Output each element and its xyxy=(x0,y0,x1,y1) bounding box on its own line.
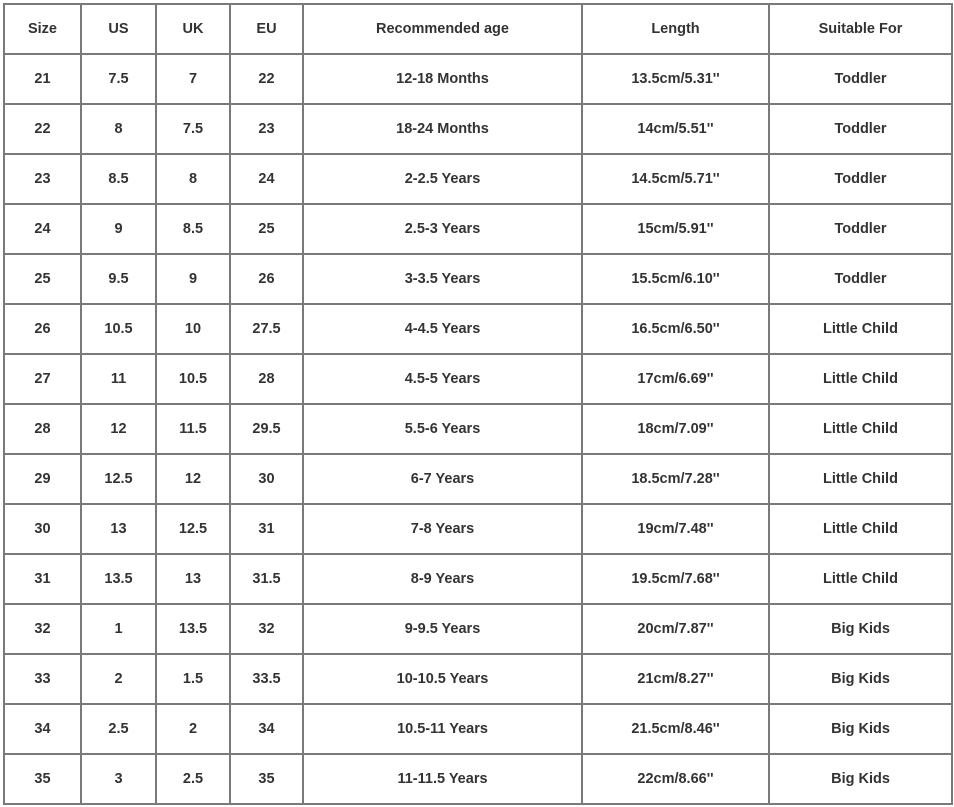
table-row xyxy=(4,554,952,604)
header-eu: EU xyxy=(230,4,303,54)
cell-size: 33 xyxy=(4,654,81,704)
cell-us: 13 xyxy=(81,504,156,554)
cell-eu: 33.5 xyxy=(230,654,303,704)
cell-us: 7.5 xyxy=(81,54,156,104)
cell-eu: 27.5 xyxy=(230,304,303,354)
cell-us: 8 xyxy=(81,104,156,154)
cell-eu: 29.5 xyxy=(230,404,303,454)
header-row xyxy=(4,4,952,54)
cell-length: 19cm/7.48'' xyxy=(582,504,769,554)
cell-us: 9 xyxy=(81,204,156,254)
cell-eu: 24 xyxy=(230,154,303,204)
table-row xyxy=(4,404,952,454)
cell-eu: 31 xyxy=(230,504,303,554)
cell-size: 22 xyxy=(4,104,81,154)
cell-suitable-for: Big Kids xyxy=(769,654,952,704)
cell-size: 34 xyxy=(4,704,81,754)
cell-suitable-for: Big Kids xyxy=(769,704,952,754)
cell-uk: 12.5 xyxy=(156,504,230,554)
table-row xyxy=(4,54,952,104)
cell-length: 20cm/7.87'' xyxy=(582,604,769,654)
cell-suitable-for: Toddler xyxy=(769,254,952,304)
table-row xyxy=(4,654,952,704)
cell-size: 32 xyxy=(4,604,81,654)
cell-uk: 1.5 xyxy=(156,654,230,704)
cell-size: 23 xyxy=(4,154,81,204)
table-row xyxy=(4,304,952,354)
table-row xyxy=(4,604,952,654)
cell-us: 1 xyxy=(81,604,156,654)
cell-uk: 7 xyxy=(156,54,230,104)
table-row xyxy=(4,154,952,204)
cell-recommended-age: 12-18 Months xyxy=(303,54,582,104)
cell-suitable-for: Toddler xyxy=(769,154,952,204)
header-suitable-for: Suitable For xyxy=(769,4,952,54)
cell-uk: 13.5 xyxy=(156,604,230,654)
cell-uk: 10 xyxy=(156,304,230,354)
cell-suitable-for: Toddler xyxy=(769,104,952,154)
header-uk: UK xyxy=(156,4,230,54)
cell-suitable-for: Little Child xyxy=(769,304,952,354)
cell-suitable-for: Little Child xyxy=(769,504,952,554)
cell-length: 22cm/8.66'' xyxy=(582,754,769,804)
cell-suitable-for: Little Child xyxy=(769,554,952,604)
cell-eu: 30 xyxy=(230,454,303,504)
cell-length: 18cm/7.09'' xyxy=(582,404,769,454)
cell-length: 15cm/5.91'' xyxy=(582,204,769,254)
cell-length: 14.5cm/5.71'' xyxy=(582,154,769,204)
cell-length: 21cm/8.27'' xyxy=(582,654,769,704)
cell-size: 29 xyxy=(4,454,81,504)
cell-length: 17cm/6.69'' xyxy=(582,354,769,404)
cell-eu: 34 xyxy=(230,704,303,754)
cell-length: 13.5cm/5.31'' xyxy=(582,54,769,104)
cell-recommended-age: 6-7 Years xyxy=(303,454,582,504)
cell-recommended-age: 10-10.5 Years xyxy=(303,654,582,704)
cell-uk: 13 xyxy=(156,554,230,604)
cell-us: 12.5 xyxy=(81,454,156,504)
cell-recommended-age: 10.5-11 Years xyxy=(303,704,582,754)
cell-size: 30 xyxy=(4,504,81,554)
table-row xyxy=(4,704,952,754)
cell-eu: 26 xyxy=(230,254,303,304)
cell-length: 16.5cm/6.50'' xyxy=(582,304,769,354)
cell-recommended-age: 2-2.5 Years xyxy=(303,154,582,204)
cell-size: 31 xyxy=(4,554,81,604)
table-row xyxy=(4,504,952,554)
cell-uk: 9 xyxy=(156,254,230,304)
cell-eu: 22 xyxy=(230,54,303,104)
cell-suitable-for: Toddler xyxy=(769,54,952,104)
header-us: US xyxy=(81,4,156,54)
cell-us: 9.5 xyxy=(81,254,156,304)
cell-eu: 23 xyxy=(230,104,303,154)
cell-us: 13.5 xyxy=(81,554,156,604)
cell-recommended-age: 4.5-5 Years xyxy=(303,354,582,404)
header-recommended-age: Recommended age xyxy=(303,4,582,54)
cell-size: 25 xyxy=(4,254,81,304)
cell-size: 35 xyxy=(4,754,81,804)
cell-uk: 2.5 xyxy=(156,754,230,804)
cell-size: 21 xyxy=(4,54,81,104)
cell-length: 21.5cm/8.46'' xyxy=(582,704,769,754)
cell-suitable-for: Toddler xyxy=(769,204,952,254)
cell-recommended-age: 2.5-3 Years xyxy=(303,204,582,254)
size-chart-table xyxy=(3,3,953,805)
cell-length: 18.5cm/7.28'' xyxy=(582,454,769,504)
table-row xyxy=(4,754,952,804)
cell-us: 10.5 xyxy=(81,304,156,354)
header-size: Size xyxy=(4,4,81,54)
cell-uk: 11.5 xyxy=(156,404,230,454)
cell-us: 2.5 xyxy=(81,704,156,754)
cell-suitable-for: Little Child xyxy=(769,404,952,454)
cell-recommended-age: 4-4.5 Years xyxy=(303,304,582,354)
cell-eu: 31.5 xyxy=(230,554,303,604)
header-length: Length xyxy=(582,4,769,54)
cell-size: 26 xyxy=(4,304,81,354)
cell-us: 11 xyxy=(81,354,156,404)
cell-us: 2 xyxy=(81,654,156,704)
cell-size: 28 xyxy=(4,404,81,454)
cell-recommended-age: 3-3.5 Years xyxy=(303,254,582,304)
table-row xyxy=(4,354,952,404)
cell-uk: 10.5 xyxy=(156,354,230,404)
cell-length: 14cm/5.51'' xyxy=(582,104,769,154)
cell-length: 15.5cm/6.10'' xyxy=(582,254,769,304)
cell-recommended-age: 11-11.5 Years xyxy=(303,754,582,804)
table-row xyxy=(4,254,952,304)
table-row xyxy=(4,454,952,504)
table-row xyxy=(4,204,952,254)
cell-suitable-for: Big Kids xyxy=(769,754,952,804)
cell-us: 3 xyxy=(81,754,156,804)
cell-uk: 8 xyxy=(156,154,230,204)
cell-eu: 32 xyxy=(230,604,303,654)
cell-recommended-age: 8-9 Years xyxy=(303,554,582,604)
cell-eu: 25 xyxy=(230,204,303,254)
cell-recommended-age: 7-8 Years xyxy=(303,504,582,554)
cell-us: 12 xyxy=(81,404,156,454)
cell-size: 27 xyxy=(4,354,81,404)
cell-uk: 2 xyxy=(156,704,230,754)
cell-eu: 28 xyxy=(230,354,303,404)
cell-us: 8.5 xyxy=(81,154,156,204)
cell-uk: 8.5 xyxy=(156,204,230,254)
cell-length: 19.5cm/7.68'' xyxy=(582,554,769,604)
cell-eu: 35 xyxy=(230,754,303,804)
cell-recommended-age: 18-24 Months xyxy=(303,104,582,154)
cell-recommended-age: 9-9.5 Years xyxy=(303,604,582,654)
cell-size: 24 xyxy=(4,204,81,254)
cell-uk: 7.5 xyxy=(156,104,230,154)
cell-recommended-age: 5.5-6 Years xyxy=(303,404,582,454)
cell-uk: 12 xyxy=(156,454,230,504)
cell-suitable-for: Little Child xyxy=(769,454,952,504)
table-row xyxy=(4,104,952,154)
cell-suitable-for: Little Child xyxy=(769,354,952,404)
cell-suitable-for: Big Kids xyxy=(769,604,952,654)
